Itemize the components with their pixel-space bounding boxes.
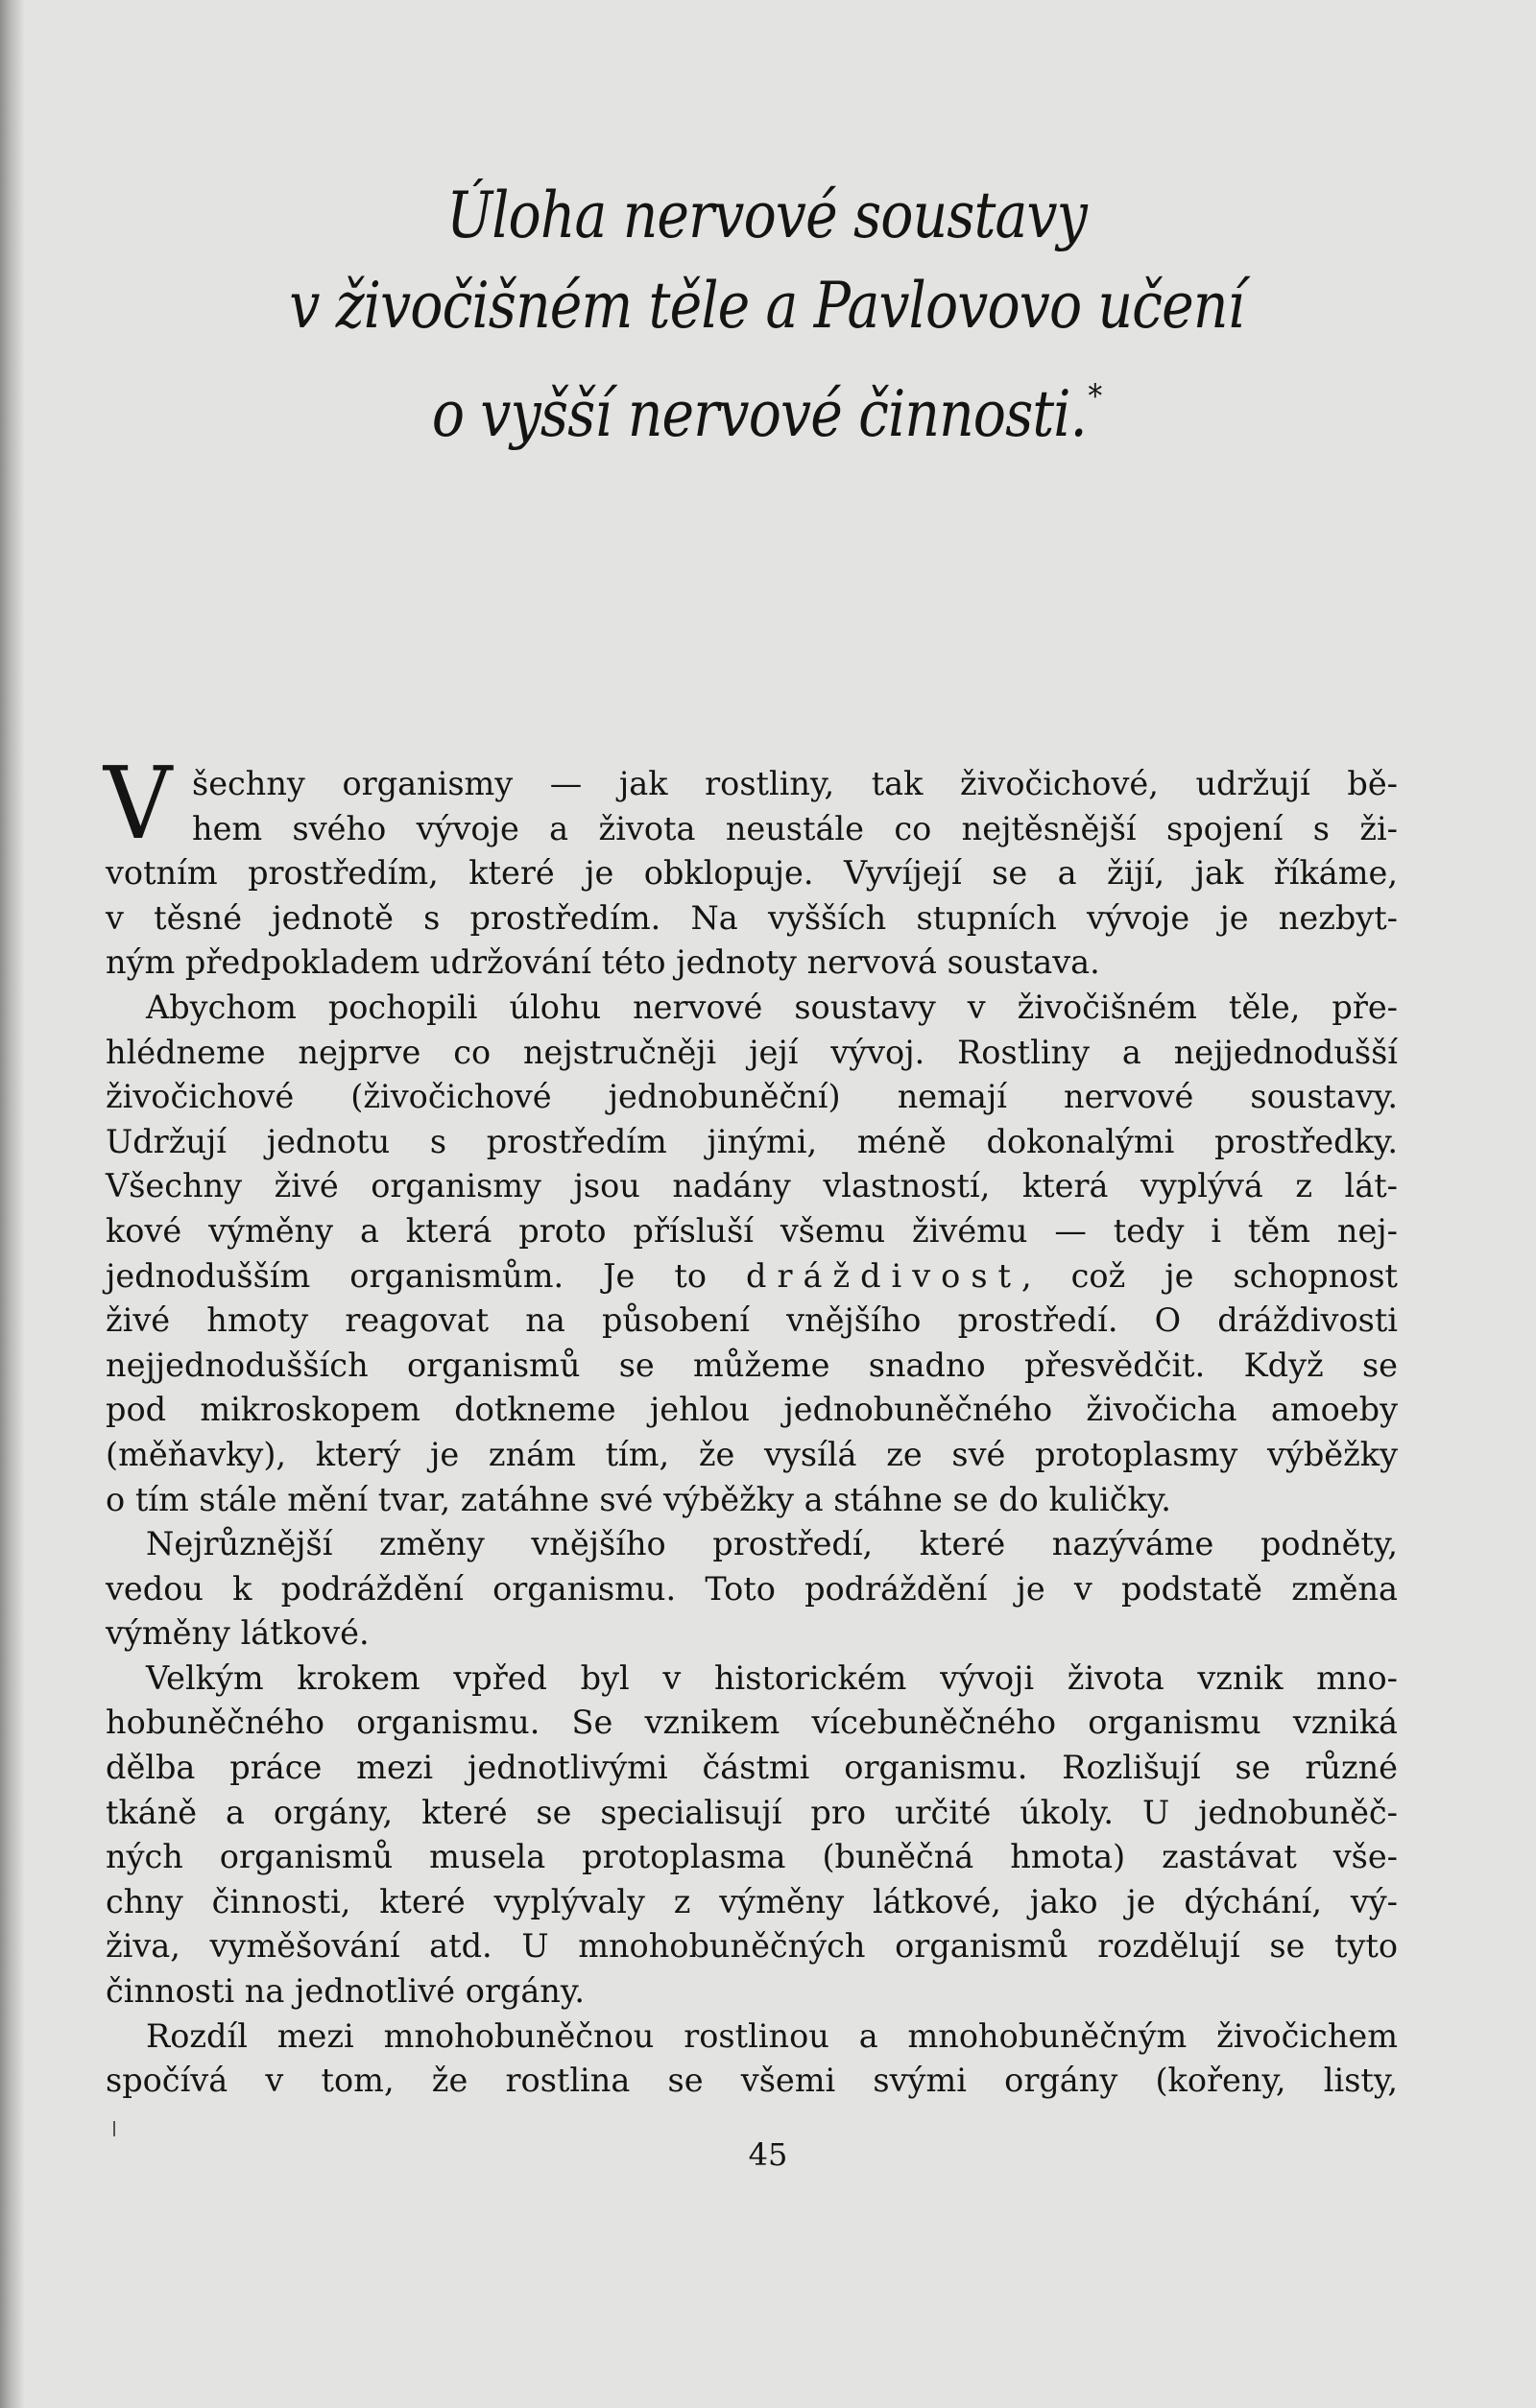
drop-cap: V: [103, 745, 173, 862]
text-line: vedou k podráždění organismu. Toto podráždění je v podstatě změna: [106, 1569, 1398, 1608]
text-line: Velkým krokem vpřed byl v historickém vývoji života vznik mno-: [146, 1658, 1398, 1697]
title-line-3-text: o vyšší nervové činnosti.: [431, 377, 1087, 451]
margin-mark: [113, 2121, 115, 2136]
text-line: šechny organismy — jak rostliny, tak živočichové, udržují bě-: [192, 765, 1398, 802]
body-text: [103, 745, 1398, 2104]
text-line: nejjednodušších organismů se můžeme snadno přesvědčit. Když se: [106, 1346, 1398, 1384]
footnote-marker[interactable]: *: [1088, 377, 1102, 416]
text-line: hobuněčného organismu. Se vznikem vícebuněčného organismu vzniká: [106, 1704, 1398, 1742]
text-line: [106, 1254, 1398, 1299]
text-line: v těsné jednotě s prostředím. Na vyšších stupních vývoje je nezbyt-: [106, 898, 1398, 937]
text-line: živočichové (živočichové jednobuněční) nemají nervové soustavy.: [106, 1078, 1398, 1116]
text-line: pod mikroskopem dotkneme jehlou jednobuněčného živočicha amoeby: [106, 1391, 1398, 1429]
text-line: Nejrůznější změny vnějšího prostředí, které nazýváme podněty,: [146, 1525, 1398, 1563]
text-line: votním prostředím, které je obklopuje. Vyvíjejí se a žijí, jak říkáme,: [106, 854, 1398, 893]
text-line: výměny látkové.: [106, 1614, 370, 1653]
text-line: Abychom pochopili úlohu nervové soustavy v živočišném těle, pře-: [146, 988, 1398, 1026]
text-line: Rozdíl mezi mnohobuněčnou rostlinou a mnohobuněčným živočichem: [146, 2016, 1398, 2055]
text-segment: jednodušším organismům. Je to: [106, 1256, 747, 1295]
title-line-1: Úloha nervové soustavy: [446, 179, 1087, 252]
text-line: živé hmoty reagovat na působení vnějšího prostředí. O dráždivosti: [106, 1301, 1398, 1340]
page-number: 45: [748, 2136, 788, 2173]
text-line: hem svého vývoje a života neustále co nejtěsnější spojení s ži-: [192, 809, 1398, 847]
page-edge-shadow: [0, 0, 25, 2408]
text-line: o tím stále mění tvar, zatáhne své výběžky a stáhne se do kuličky.: [106, 1480, 1171, 1518]
text-line: chny činnosti, které vyplývaly z výměny látkové, jako je dýchání, vý-: [106, 1882, 1398, 1920]
text-line: kové výměny a která proto přísluší všemu živému — tedy i těm nej-: [106, 1211, 1398, 1250]
text-line: živa, vyměšování atd. U mnohobuněčných organismů rozdělují se tyto: [106, 1927, 1398, 1966]
title-line-3: [107, 351, 1428, 460]
text-line: dělba práce mezi jednotlivými částmi organismu. Rozlišují se různé: [106, 1749, 1398, 1787]
text-segment: , což je schopnost: [1021, 1256, 1398, 1295]
text-line: ným předpokladem udržování této jednoty nervová soustava.: [106, 943, 1100, 982]
text-line: hlédneme nejprve co nejstručněji její vývoj. Rostliny a nejjednodušší: [106, 1033, 1398, 1071]
text-line: ných organismů musela protoplasma (buněčná hmota) zastávat vše-: [106, 1838, 1398, 1876]
text-line: činnosti na jednotlivé orgány.: [106, 1972, 585, 2011]
chapter-title: [107, 171, 1428, 460]
text-line: Všechny živé organismy jsou nadány vlastností, která vyplývá z lát-: [106, 1167, 1398, 1205]
text-line: spočívá v tom, že rostlina se všemi svými orgány (kořeny, listy,: [106, 2062, 1398, 2100]
text-line: tkáně a orgány, které se specialisují pro určité úkoly. U jednobuněč-: [106, 1793, 1398, 1831]
text-line: Udržují jednotu s prostředím jinými, méně dokonalými prostředky.: [106, 1122, 1398, 1160]
emphasized-term: dráždivost: [746, 1256, 1022, 1295]
title-line-2: v živočišném těle a Pavlovovo učení: [289, 269, 1244, 343]
text-line: (měňavky), který je znám tím, že vysílá ze své protoplasmy výběžky: [106, 1435, 1398, 1473]
